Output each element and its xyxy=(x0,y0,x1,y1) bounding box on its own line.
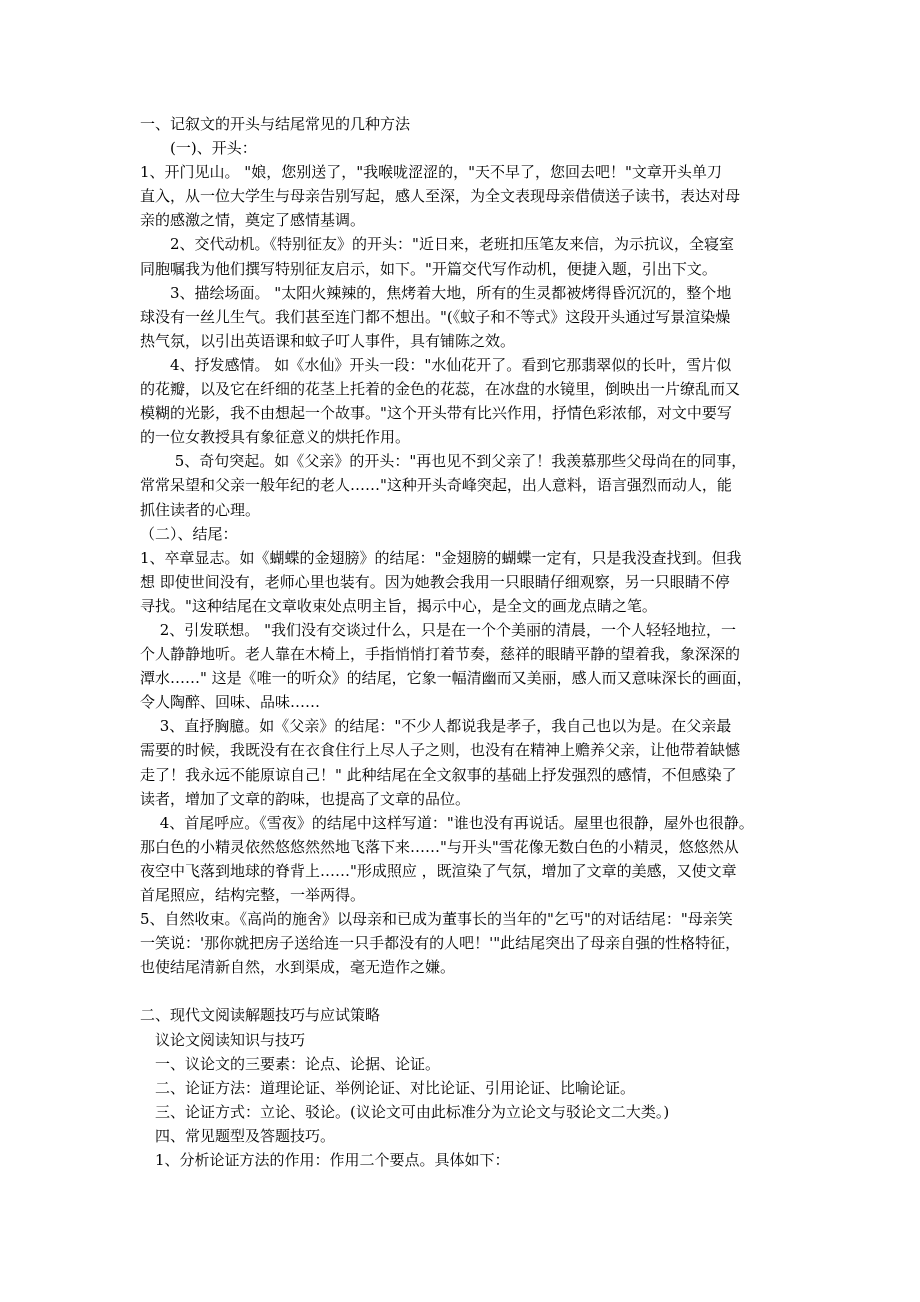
text-line: 四、常见题型及答题技巧。 xyxy=(140,1126,336,1145)
text-line: 那白色的小精灵依然悠悠然然地飞落下来……"与开头"雪花像无数白色的小精灵，悠悠然从 xyxy=(140,837,739,856)
text-line: 二、现代文阅读解题技巧与应试策略 xyxy=(140,1006,381,1025)
text-line: 1、卒章显志。如《蝴蝶的金翅膀》的结尾："金翅膀的蝴蝶一定有，只是我没查找到。但我 xyxy=(140,548,742,567)
text-line: 的一位女教授具有象征意义的烘托作用。 xyxy=(140,428,411,447)
text-line: 二、论证方法：道理论证、举例论证、对比论证、引用论证、比喻论证。 xyxy=(140,1078,636,1097)
text-line: 一、记叙文的开头与结尾常见的几种方法 xyxy=(140,115,411,133)
text-line: 首尾照应，结构完整，一举两得。 xyxy=(140,886,366,904)
text-line: 同胞嘱我为他们撰写特别征友启示，如下。"开篇交代写作动机，便捷入题，引出下文。 xyxy=(140,259,717,278)
text-line: 夜空中飞落到地球的脊背上……"形成照应 ，既渲染了气氛，增加了文章的美感，又使文章 xyxy=(140,861,737,880)
text-line: 个人静静地听。老人靠在木椅上，手指悄悄打着节奏，慈祥的眼睛平静的望着我，象深深的 xyxy=(140,645,741,664)
text-line: 抓住读者的心理。 xyxy=(140,500,261,519)
text-line: 走了！我永远不能原谅自己！" 此种结尾在全文叙事的基础上抒发强烈的感情，不但感染了 xyxy=(140,765,737,784)
text-line: 球没有一丝儿生气。我们甚至连门都不想出。"(《蚊子和不等式》这段开头通过写景渲染燥 xyxy=(140,307,731,326)
text-line: 3、描绘场面。 "太阳火辣辣的，焦烤着大地，所有的生灵都被烤得昏沉沉的，整个地 xyxy=(140,283,732,302)
text-line: 寻找。"这种结尾在文章收束处点明主旨，揭示中心，是全文的画龙点睛之笔。 xyxy=(140,596,657,615)
text-line: 直入，从一位大学生与母亲告别写起，感人至深，为全文表现母亲借债送子读书，表达对母 xyxy=(140,187,741,206)
text-line: 2、交代动机。《特别征友》的开头："近日来，老班扣压笔友来信，为示抗议，全寝室 xyxy=(140,235,734,254)
text-line: 一、议论文的三要素：论点、论据、论证。 xyxy=(140,1054,441,1073)
text-line: 1、分析论证方法的作用：作用二个要点。具体如下： xyxy=(140,1151,510,1170)
text-line: 三、论证方式：立论、驳论。(议论文可由此标准分为立论文与驳论文二大类。) xyxy=(140,1102,670,1121)
text-line: 常常呆望和父亲一般年纪的老人……"这种开头奇峰突起，出人意料，语言强烈而动人，能 xyxy=(140,476,732,495)
text-line: 热气氛，以引出英语课和蚊子叮人事件，具有铺陈之效。 xyxy=(140,331,516,350)
text-line: 4、首尾呼应。《雪夜》的结尾中这样写道："谁也没有再说话。屋里也很静，屋外也很静。 xyxy=(140,813,754,832)
text-line: 令人陶醉、回味、品味…… xyxy=(140,693,321,712)
text-line: 3、直抒胸臆。如《父亲》的结尾："不少人都说我是孝子，我自己也以为是。在父亲最 xyxy=(140,717,732,736)
text-line: 模糊的光影，我不由想起一个故事。"这个开头带有比兴作用，抒情色彩浓郁，对文中要写 xyxy=(140,404,732,423)
text-line: 一笑说：'那你就把房子送给连一只手都没有的人吧！'"此结尾突出了母亲自强的性格特征， xyxy=(140,934,741,953)
text-line: 5、奇句突起。如《父亲》的开头："再也见不到父亲了！我羡慕那些父母尚在的同事， xyxy=(140,452,747,471)
text-line: 议论文阅读知识与技巧 xyxy=(140,1030,306,1049)
text-line: 潭水……" 这是《唯一的听众》的结尾，它象一幅清幽而又美丽，感人而又意味深长的画面， xyxy=(140,669,752,688)
text-line: 也使结尾清新自然，水到渠成，毫无造作之嫌。 xyxy=(140,958,456,977)
blank-line xyxy=(140,979,795,1003)
text-line: 4、抒发感情。 如《水仙》开头一段："水仙花开了。看到它那翡翠似的长叶，雪片似 xyxy=(140,355,732,374)
text-line: 的花瓣，以及它在纤细的花茎上托着的金色的花蕊，在冰盘的水镜里，倒映出一片缭乱而又 xyxy=(140,380,741,399)
text-line: （二）、结尾： xyxy=(140,524,238,543)
text-line: (一)、开头： xyxy=(140,139,257,158)
text-line: 2、引发联想。 "我们没有交谈过什么，只是在一个个美丽的清晨，一个人轻轻地拉，一 xyxy=(140,620,736,639)
text-line: 想 即使世间没有，老师心里也装有。因为她教会我用一只眼睛仔细观察，另一只眼睛不停 xyxy=(140,572,730,591)
text-line: 需要的时候，我既没有在衣食住行上尽人子之则，也没有在精神上赡养父亲，让他带着缺憾 xyxy=(140,741,741,760)
text-line: 5、自然收束。《高尚的施舍》以母亲和已成为董事长的当年的"乞丐"的对话结尾："母亲笑 xyxy=(140,910,733,929)
text-line: 读者，增加了文章的韵味，也提高了文章的品位。 xyxy=(140,789,471,808)
document-body xyxy=(140,112,795,1172)
text-line: 亲的感激之情，奠定了感情基调。 xyxy=(140,211,366,230)
text-line: 1、开门见山。 "娘，您别送了，"我喉咙涩涩的，"天不早了，您回去吧！"文章开头单刀 xyxy=(140,163,722,182)
